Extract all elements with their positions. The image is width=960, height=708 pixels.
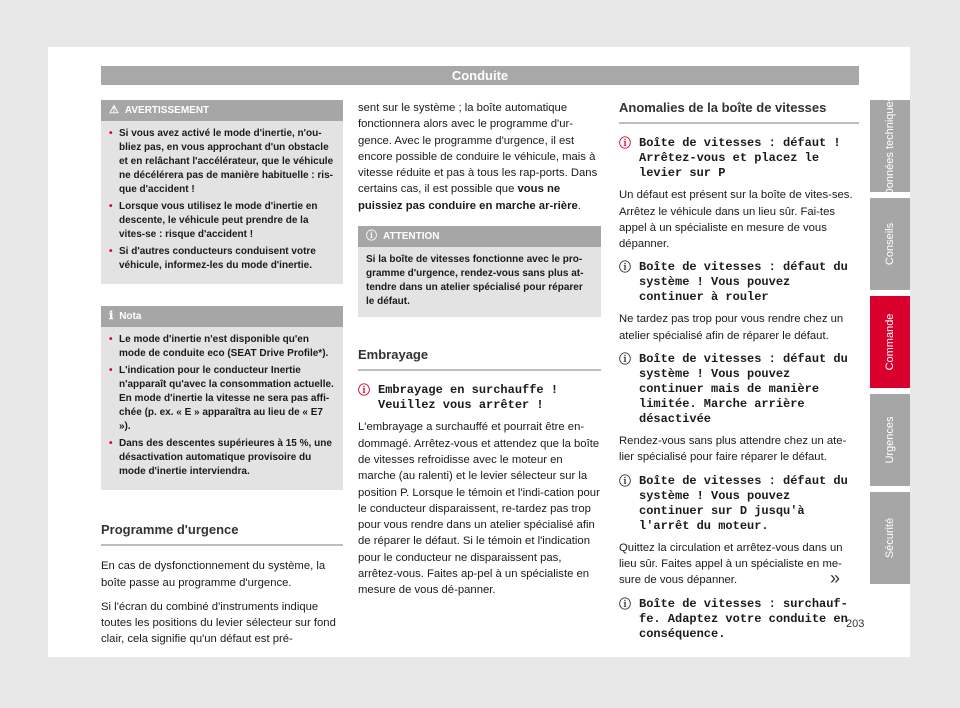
info-icon: ℹ: [109, 310, 114, 322]
column-3: [619, 100, 859, 648]
clutch-warning-text: Embrayage en surchauffe ! Veuillez vous arrêter !: [378, 383, 559, 413]
note-bullet: • Le mode d'inertie n'est disponible qu'en mode de conduite eco (SEAT Drive Profile*).: [109, 333, 335, 361]
tab-commande[interactable]: [870, 296, 910, 388]
warning-light-icon: ⓘ: [358, 383, 371, 398]
note-bullet: • L'indication pour le conducteur Inertie n'apparaît qu'avec la consommation actuelle. En mode d'inertie la vitesse ne sera pas affi-chée (p. ex. « E » apparaîtra au lieu de « E7 »).: [109, 364, 335, 434]
warning-bullet: • Si vous avez activé le mode d'inertie, n'ou-bliez pas, en vous approchant d'un obstacle et en relâchant l'accélérateur, que le véhicule ne décélérera pas de manière habituelle : ris-que d'accident !: [109, 127, 335, 197]
note-header: [101, 306, 343, 327]
paragraph: Quittez la circulation et arrêtez-vous dans un lieu sûr. Faites appel à un spécialiste en me-sure de vous dépanner.: [619, 541, 843, 587]
paragraph: Ne tardez pas trop pour vous rendre chez un atelier spécialisé afin de réparer le défaut.: [619, 313, 844, 342]
continue-arrow: »: [830, 568, 841, 588]
tab-urgences[interactable]: [870, 394, 910, 486]
attention-body: Si la boîte de vitesses fonctionne avec le pro-gramme d'urgence, rendez-vous sans plus at-tendre dans un atelier spécialisé pour réparer le défaut.: [366, 254, 584, 308]
section-title-gearbox: Anomalies de la boîte de vitesses: [619, 100, 859, 124]
warning-light-icon: ⓘ: [619, 136, 632, 151]
paragraph-text: sent sur le système ; la boîte automatique fonctionnera alors avec le programme d'ur-gence. Avec le programme d'urgence, il est encore possible de conduire le véhicule, mais à vitesse réduite et pas à tous les rap-ports. Dans certains cas, il est possible que: [358, 102, 598, 196]
tab-donnees-techniques[interactable]: [870, 95, 910, 197]
gearbox-fault-title: [619, 474, 859, 534]
paragraph: L'embrayage a surchauffé et pourrait être en-dommagé. Arrêtez-vous et attendez que la boîte de vitesses refroidisse avec le moteur en marche (au ralenti) et le levier sélecteur sur la position P. Lorsque le témoin et l'indi-cation pour le conducteur disparaissent, re-tardez pas trop pour vous rendre dans un atelier spécialisé afin de réparer le défaut. Si le témoin et l'indication pour le conducteur ne disparaissent pas, arrêtez-vous. Faites ap-pel à un spécialiste en mesure de vous dé-panner.: [358, 421, 600, 597]
warning-bullet: • Lorsque vous utilisez le mode d'inertie en descente, le véhicule peut prendre de la vites-se : risque d'accident !: [109, 200, 335, 242]
paragraph: Un défaut est présent sur la boîte de vites-ses. Arrêtez le véhicule dans un lieu sûr. Fai-tes appel à un spécialiste en mesure de vous dépanner.: [619, 189, 853, 251]
paragraph: En cas de dysfonctionnement du système, la boîte passe au programme d'urgence.: [101, 560, 326, 589]
column-1: [101, 100, 343, 656]
warning-light-icon: ⓘ: [619, 596, 632, 611]
tab-label: Sécurité: [884, 517, 896, 559]
gearbox-fault-title: [619, 260, 859, 305]
tab-label: Urgences: [884, 416, 896, 464]
warning-icon: ⚠: [109, 104, 119, 116]
warning-body: [101, 121, 343, 284]
warning-light-icon: ⓘ: [619, 473, 632, 488]
warning-header: [101, 100, 343, 121]
paragraph-bold: vous ne puissiez pas conduire en marche ar-rière: [358, 183, 578, 212]
note-box: [101, 306, 343, 490]
section-title-clutch: Embrayage: [358, 347, 601, 371]
paragraph: [358, 100, 601, 214]
clutch-warning-title: [358, 383, 601, 413]
attention-icon: ⓘ: [366, 230, 377, 243]
gearbox-fault-title: [619, 597, 859, 642]
gearbox-fault-title: [619, 136, 859, 181]
attention-header: [358, 226, 601, 247]
tab-conseils[interactable]: [870, 198, 910, 290]
warning-light-icon: ⓘ: [619, 260, 632, 275]
note-heading: Nota: [119, 311, 142, 322]
gearbox-fault-title: [619, 352, 859, 427]
attention-heading: ATTENTION: [383, 231, 440, 243]
fault-title-text: Boîte de vitesses : défaut du système ! Vous pouvez continuer sur D jusqu'à l'arrêt du moteur.: [639, 473, 848, 533]
warning-light-icon: ⓘ: [619, 352, 632, 367]
fault-title-text: Boîte de vitesses : surchauf-fe. Adaptez votre conduite en conséquence.: [639, 596, 848, 641]
note-body: [101, 327, 343, 490]
page-number: 203: [846, 618, 865, 630]
tab-securite[interactable]: [870, 492, 910, 584]
warning-box: [101, 100, 343, 284]
column-2: [358, 100, 601, 607]
fault-title-text: Boîte de vitesses : défaut du système ! Vous pouvez continuer mais de manière limitée. Marche arrière désactivée: [639, 352, 848, 427]
fault-title-text: Boîte de vitesses : défaut ! Arrêtez-vous et placez le levier sur P: [639, 136, 841, 181]
paragraph-end: .: [577, 199, 581, 212]
paragraph: Si l'écran du combiné d'instruments indique toutes les positions du levier sélecteur sur fond clair, cela signifie qu'un défaut est pré-: [101, 600, 336, 646]
fault-title-text: Boîte de vitesses : défaut du système ! Vous pouvez continuer à rouler: [639, 260, 848, 305]
paragraph: Rendez-vous sans plus attendre chez un ate-lier spécialisé pour faire réparer le défaut.: [619, 435, 847, 464]
warning-bullet: • Si d'autres conducteurs conduisent votre véhicule, informez-les du mode d'inertie.: [109, 245, 335, 273]
tab-label: Conseils: [884, 222, 896, 266]
warning-heading: AVERTISSEMENT: [124, 105, 210, 116]
attention-box: [358, 226, 601, 317]
tab-label: Données techniques: [884, 95, 896, 197]
tab-label: Commande: [884, 313, 896, 371]
section-title-emergency: Programme d'urgence: [101, 522, 343, 546]
note-bullet: • Dans des descentes supérieures à 15 %, une désactivation automatique provisoire du mode d'inertie interviendra.: [109, 437, 335, 479]
page-header: Conduite: [101, 66, 859, 85]
